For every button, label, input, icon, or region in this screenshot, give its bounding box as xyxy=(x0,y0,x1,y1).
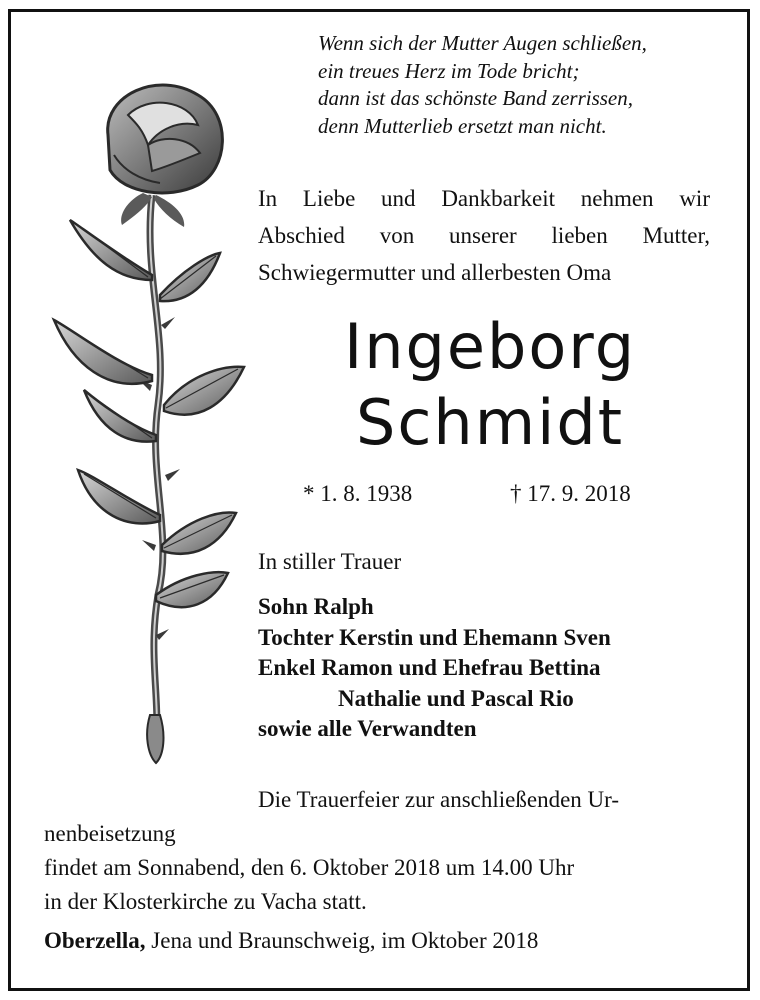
rose-icon xyxy=(48,75,248,765)
poem-line: Wenn sich der Mutter Augen schließen, xyxy=(318,31,647,55)
mourner-line: Tochter Kerstin und Ehemann Sven xyxy=(258,624,611,650)
service-line: findet am Sonnabend, den 6. Oktober 2018 um 14.00 Uhr xyxy=(44,855,575,880)
mourners-heading: In stiller Trauer xyxy=(258,549,402,574)
service-announcement xyxy=(44,783,712,919)
service-line: in der Klosterkirche zu Vacha statt. xyxy=(44,889,367,914)
death-date: † 17. 9. 2018 xyxy=(510,481,631,506)
birth-date: * 1. 8. 1938 xyxy=(303,481,413,506)
mourner-line: Enkel Ramon und Ehefrau Bettina xyxy=(258,655,601,680)
closing-rest: Jena und Braunschweig, im Oktober 2018 xyxy=(145,928,539,953)
intro-line: In Liebe und Dankbarkeit nehmen wir xyxy=(258,186,710,211)
poem-line: denn Mutterlieb ersetzt man nicht. xyxy=(318,113,607,138)
mourner-line: Nathalie und Pascal Rio xyxy=(338,685,574,711)
mourners-list xyxy=(258,592,728,745)
service-line: Die Trauerfeier zur anschließenden Ur- xyxy=(258,787,620,812)
mourner-line: Sohn Ralph xyxy=(258,594,374,619)
mourner-line: sowie alle Verwandten xyxy=(258,716,477,741)
poem xyxy=(318,30,738,140)
poem-line: ein treues Herz im Tode bricht; xyxy=(318,58,580,83)
closing-line xyxy=(44,928,538,954)
deceased-last-name: Schmidt xyxy=(355,386,625,459)
intro-line: Schwiegermutter und allerbesten Oma xyxy=(258,260,612,285)
intro-line: Abschied von unserer lieben Mutter, xyxy=(258,223,710,248)
deceased-first-name: Ingeborg xyxy=(343,310,637,383)
intro-text xyxy=(258,180,710,291)
service-line: nenbeisetzung xyxy=(44,821,176,846)
poem-line: dann ist das schönste Band zerrissen, xyxy=(318,86,633,110)
closing-place: Oberzella, xyxy=(44,928,146,953)
